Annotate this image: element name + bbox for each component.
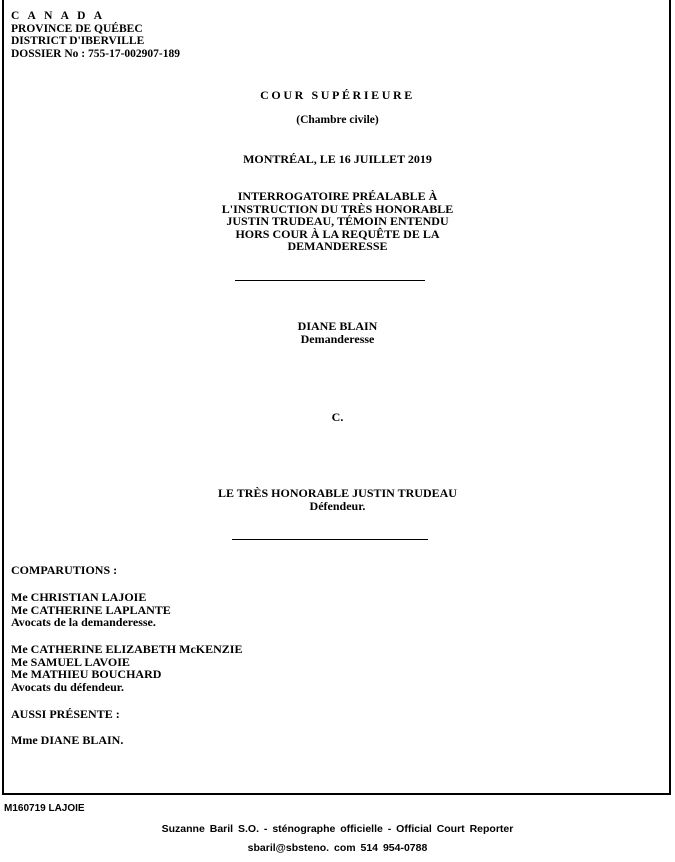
file-number: DOSSIER No : 755-17-002907-189 [11,47,180,60]
counsel-role: Avocats du défendeur. [11,679,125,694]
title-line: DEMANDERESSE [287,239,388,253]
dateline: MONTRÉAL, LE 16 JUILLET 2019 [243,152,432,166]
province: PROVINCE DE QUÉBEC [11,22,143,35]
lawyer-name: Me CATHERINE LAPLANTE [11,602,171,617]
court-chamber: (Chambre civile) [296,114,379,126]
footer-reporter: Suzanne Baril S.O. - sténographe officielle - Official Court Reporter [161,823,514,835]
plaintiff-role: Demanderesse [300,332,375,346]
plaintiff-block [0,320,675,346]
title-line: L'INSTRUCTION DU TRÈS HONORABLE [221,201,454,216]
plaintiff-counsel [11,591,171,629]
lawyer-name: Me CHRISTIAN LAJOIE [11,590,147,604]
title-line: JUSTIN TRUDEAU, TÉMOIN ENTENDU [226,214,449,228]
lawyer-name: Me MATHIEU BOUCHARD [11,667,162,681]
also-present-name: Mme DIANE BLAIN. [11,733,124,747]
divider-line [232,539,428,540]
case-header [11,10,180,60]
plaintiff-name: DIANE BLAIN [297,319,378,333]
title-line: HORS COUR À LA REQUÊTE DE LA [235,226,440,241]
document-title [0,190,675,253]
versus: C. [331,410,344,424]
district: DISTRICT D'IBERVILLE [11,35,145,47]
defendant-block [0,487,675,513]
counsel-role: Avocats de la demanderesse. [11,615,156,629]
defendant-role: Défendeur. [309,499,366,513]
also-present-heading: AUSSI PRÉSENTE : [11,707,120,721]
divider-line [235,280,425,281]
footer-reference: M160719 LAJOIE [4,803,85,814]
appearances-heading: COMPARUTIONS : [11,563,118,577]
defendant-name: LE TRÈS HONORABLE JUSTIN TRUDEAU [218,486,457,500]
country: C A N A D A [11,10,106,22]
defendant-counsel [11,643,242,693]
court-name: COUR SUPÉRIEURE [260,88,415,102]
lawyer-name: Me SAMUEL LAVOIE [11,654,130,669]
lawyer-name: Me CATHERINE ELIZABETH McKENZIE [11,642,243,656]
footer-contact: sbaril@sbsteno. com 514 954-0788 [247,842,428,854]
title-line: INTERROGATOIRE PRÉALABLE À [237,189,438,203]
